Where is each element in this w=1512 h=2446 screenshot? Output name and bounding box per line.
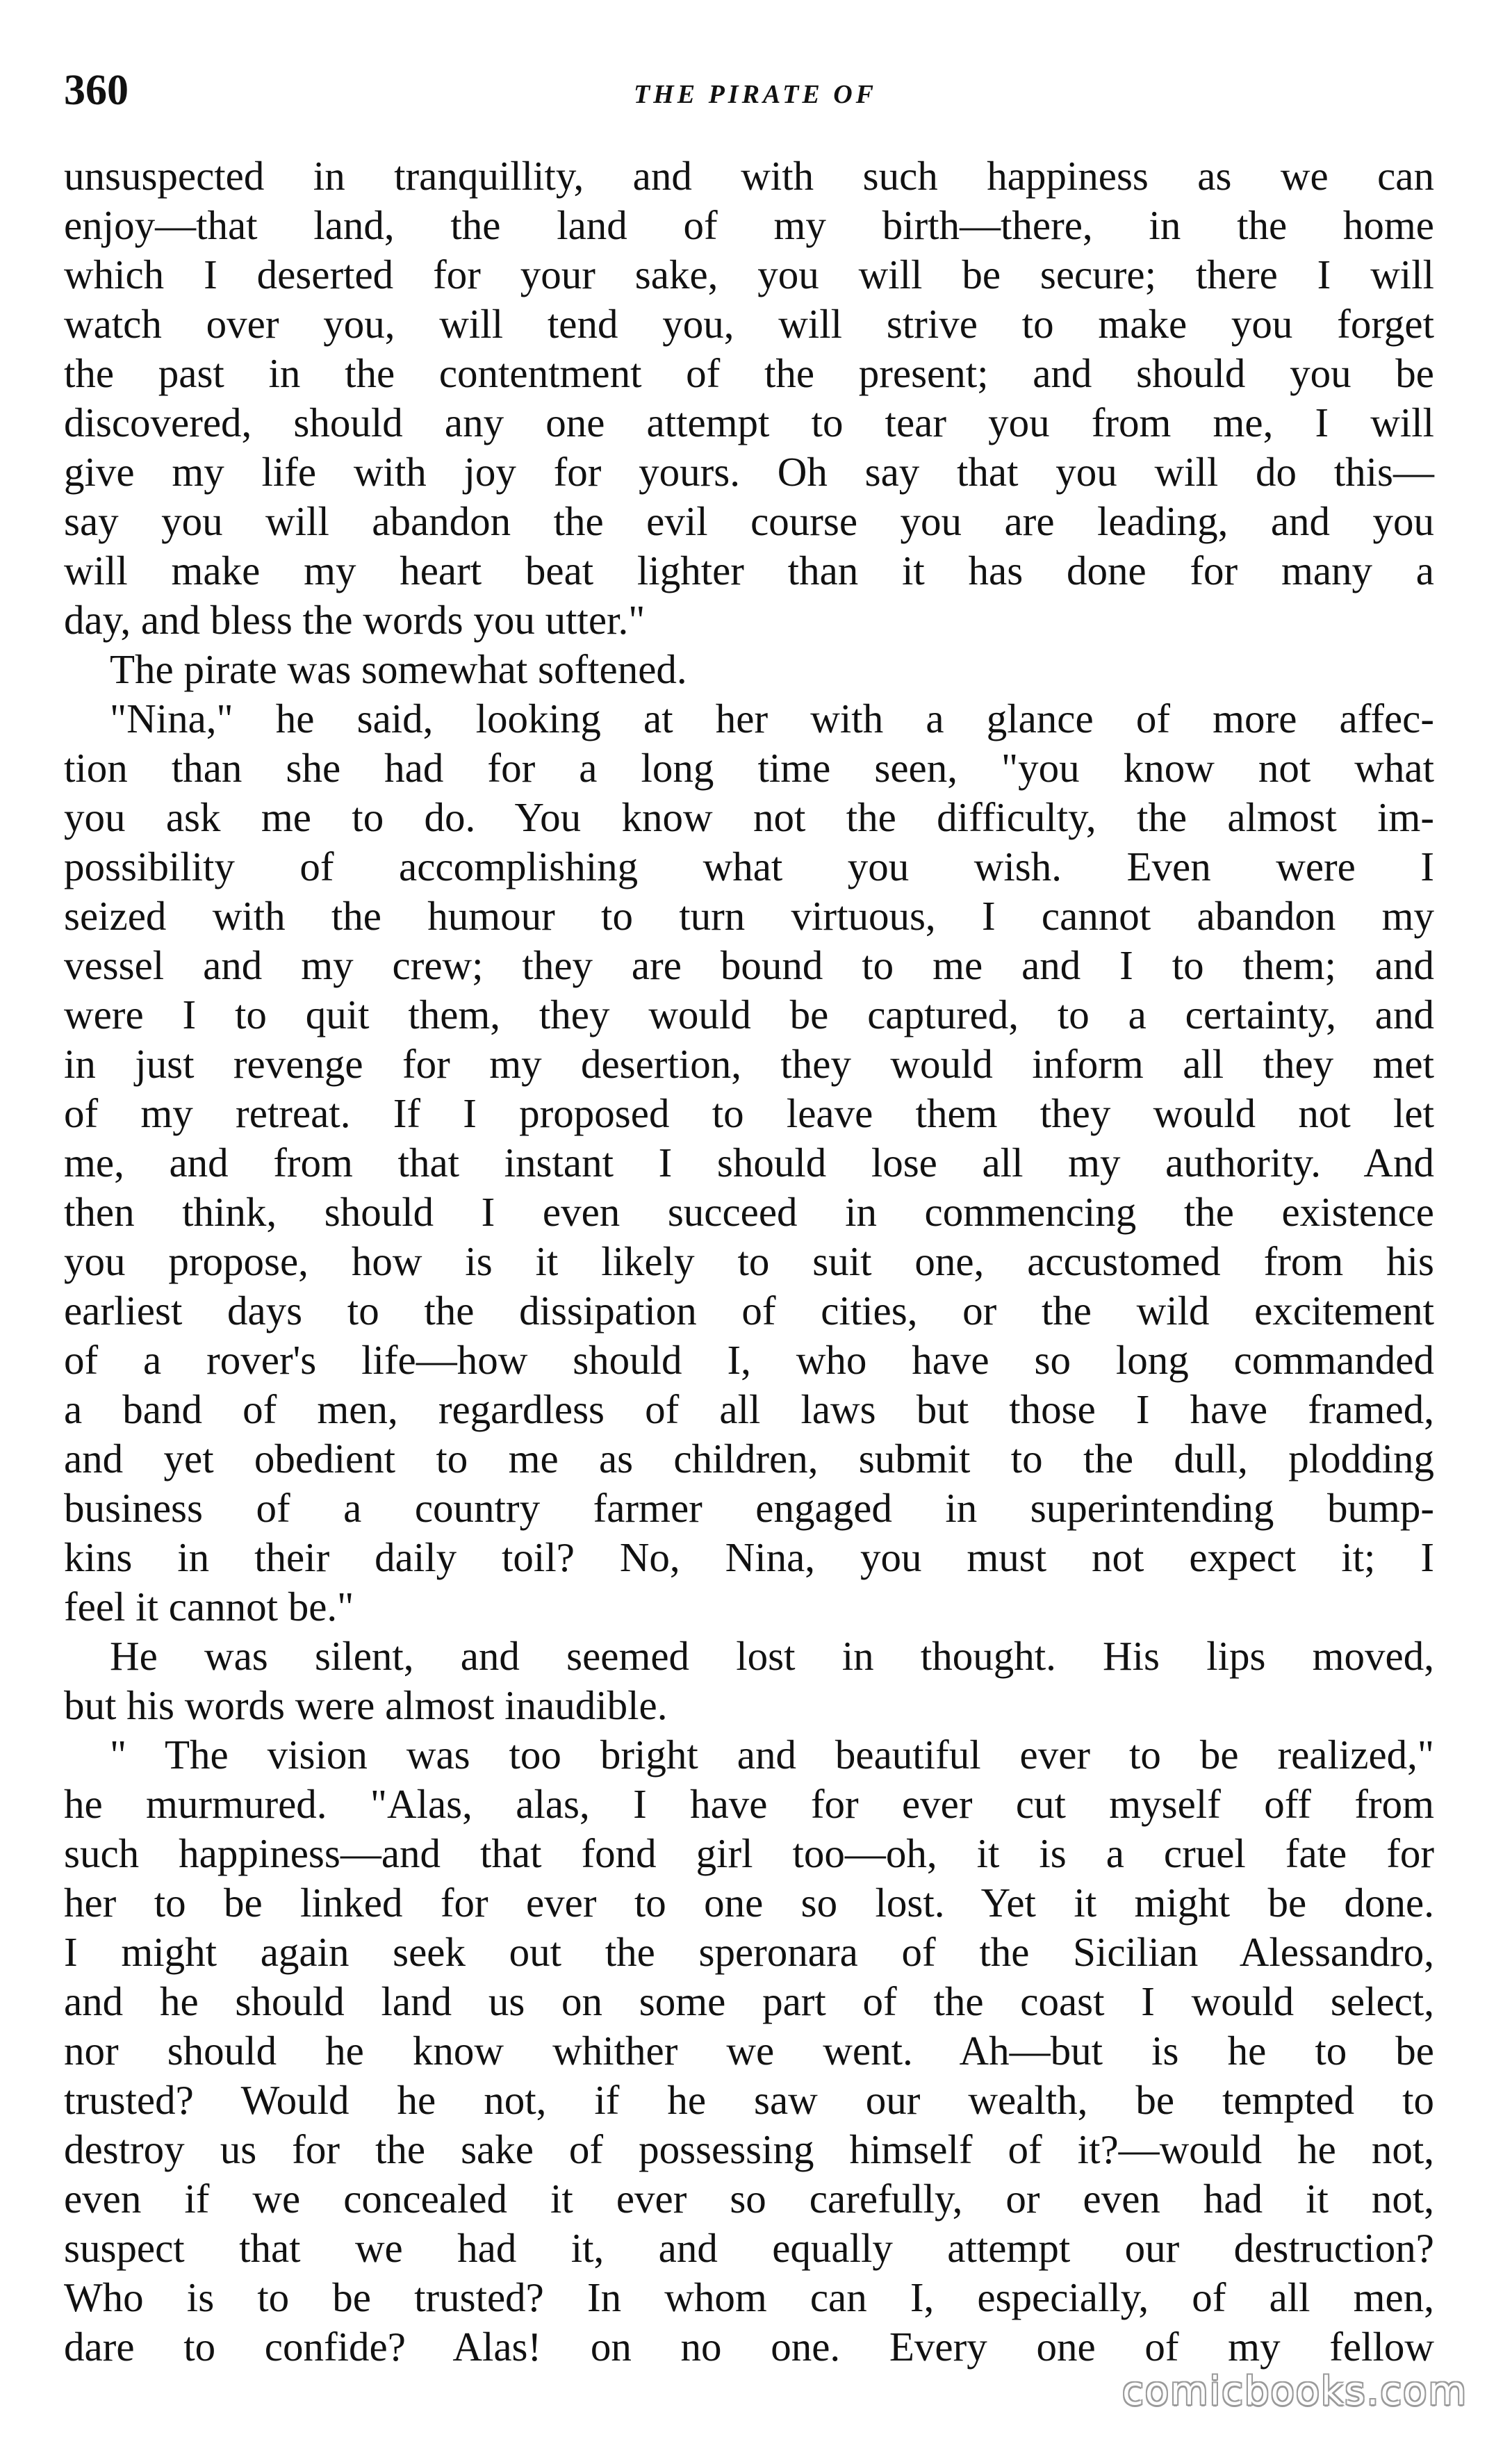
text-line: feel it cannot be." bbox=[64, 1584, 354, 1630]
text-line: vessel and my crew; they are bound to me and I to them; and bbox=[64, 942, 1434, 988]
text-line: seized with the humour to turn virtuous, I cannot abandon my bbox=[64, 893, 1434, 939]
text-line: kins in their daily toil? No, Nina, you must not expect it; I bbox=[64, 1534, 1434, 1580]
text-line: you ask me to do. You know not the difficulty, the almost im- bbox=[64, 794, 1434, 840]
text-line: nor should he know whither we went. Ah—but is he to be bbox=[64, 2028, 1434, 2074]
text-line: unsuspected in tranquillity, and with such happiness as we can bbox=[64, 153, 1434, 199]
text-line: will make my heart beat lighter than it has done for many a bbox=[64, 548, 1434, 593]
body-text bbox=[64, 151, 1434, 2372]
running-head: THE PIRATE OF bbox=[633, 80, 878, 109]
text-line: say you will abandon the evil course you are leading, and you bbox=[64, 498, 1434, 544]
text-line: possibility of accomplishing what you wish. Even were I bbox=[64, 844, 1434, 889]
text-line: even if we concealed it ever so carefully, or even had it not, bbox=[64, 2176, 1434, 2222]
text-line: a band of men, regardless of all laws but those I have framed, bbox=[64, 1386, 1434, 1432]
text-line: The pirate was somewhat softened. bbox=[110, 646, 687, 692]
text-line: " The vision was too bright and beautiful ever to be realized," bbox=[110, 1732, 1434, 1778]
text-line: you propose, how is it likely to suit one, accustomed from his bbox=[64, 1238, 1434, 1284]
text-line: I might again seek out the speronara of the Sicilian Alessandro, bbox=[64, 1929, 1434, 1975]
text-line: of a rover's life—how should I, who have so long commanded bbox=[64, 1337, 1434, 1383]
text-line: trusted? Would he not, if he saw our wealth, be tempted to bbox=[64, 2077, 1434, 2123]
text-line: earliest days to the dissipation of cities, or the wild excitement bbox=[64, 1288, 1434, 1333]
text-line: he murmured. "Alas, alas, I have for ever cut myself off from bbox=[64, 1781, 1434, 1827]
text-line: of my retreat. If I proposed to leave them they would not let bbox=[64, 1090, 1434, 1136]
text-line: dare to confide? Alas! on no one. Every one of my fellow bbox=[64, 2324, 1434, 2370]
text-line: but his words were almost inaudible. bbox=[64, 1682, 668, 1728]
watermark: comicbooks.com bbox=[1121, 2369, 1468, 2414]
text-line: were I to quit them, they would be captured, to a certainty, and bbox=[64, 992, 1434, 1037]
text-line: and yet obedient to me as children, submit to the dull, plodding bbox=[64, 1436, 1434, 1481]
text-line: Who is to be trusted? In whom can I, especially, of all men, bbox=[64, 2274, 1434, 2320]
text-line: tion than she had for a long time seen, "you know not what bbox=[64, 745, 1434, 791]
text-line: the past in the contentment of the present; and should you be bbox=[64, 350, 1434, 396]
text-line: which I deserted for your sake, you will be secure; there I will bbox=[64, 252, 1434, 297]
text-line: me, and from that instant I should lose all my authority. And bbox=[64, 1140, 1434, 1185]
text-line: and he should land us on some part of the coast I would select, bbox=[64, 1978, 1434, 2024]
text-line: "Nina," he said, looking at her with a glance of more affec- bbox=[110, 696, 1434, 741]
text-line: day, and bless the words you utter." bbox=[64, 597, 646, 643]
page-number: 360 bbox=[64, 67, 129, 114]
text-line: business of a country farmer engaged in superintending bump- bbox=[64, 1485, 1434, 1531]
text-line: give my life with joy for yours. Oh say that you will do this— bbox=[64, 449, 1434, 495]
text-line: suspect that we had it, and equally attempt our destruction? bbox=[64, 2225, 1434, 2271]
text-line: He was silent, and seemed lost in thought. His lips moved, bbox=[110, 1633, 1434, 1679]
text-line: watch over you, will tend you, will strive to make you forget bbox=[64, 301, 1434, 347]
text-line: then think, should I even succeed in commencing the existence bbox=[64, 1189, 1434, 1235]
text-line: enjoy—that land, the land of my birth—there, in the home bbox=[64, 202, 1434, 248]
page-header bbox=[64, 63, 1447, 118]
text-line: discovered, should any one attempt to tear you from me, I will bbox=[64, 400, 1434, 445]
text-line: her to be linked for ever to one so lost. Yet it might be done. bbox=[64, 1880, 1434, 1926]
text-line: in just revenge for my desertion, they would inform all they met bbox=[64, 1041, 1434, 1087]
text-line: such happiness—and that fond girl too—oh, it is a cruel fate for bbox=[64, 1830, 1434, 1876]
text-line: destroy us for the sake of possessing himself of it?—would he not, bbox=[64, 2126, 1434, 2172]
